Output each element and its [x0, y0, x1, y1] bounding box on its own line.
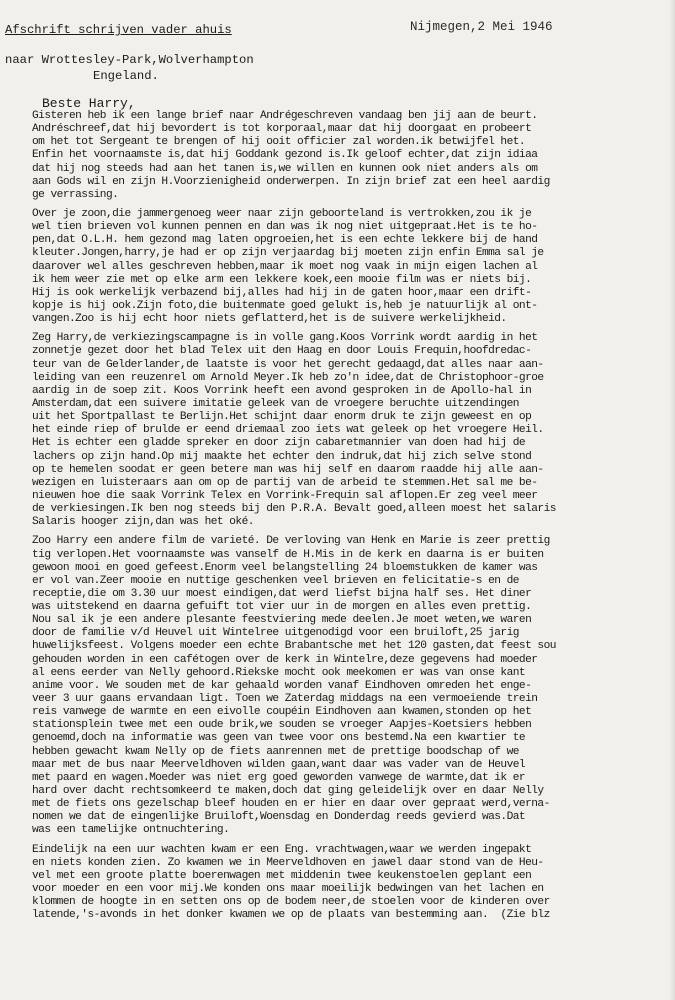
text-line: maar met de bus naar Meerveldhoven wilden gaan,want daar was vader van de Heuvel — [32, 758, 526, 771]
address-line-1: naar Wrottesley-Park,Wolverhampton — [5, 53, 254, 67]
text-line: met paard en wagen.Moeder was niet erg goed geworden vanwege de warmte,dat ik er — [32, 771, 526, 784]
text-line: het einde riep of brulde er eend driemaal zoo iets wat geleek op het vroegere Heil. — [32, 424, 544, 437]
text-line: gehouden worden in een cafétogen over de kerk in Wintelre,deze gegevens had moeder — [32, 653, 538, 666]
text-line: vangen.Zoo is hij echt hoor niets geflatterd,het is de suivere werkelijkheid. — [32, 313, 507, 326]
text-line: wel tien brieven vol kunnen pennen en dan was ik nog niet uitgepraat.Het is te ho- — [32, 221, 538, 234]
text-line: dat hij nog steeds had aan het tanen is,we willen en kunnen ook niet anders als om — [32, 162, 538, 175]
text-line: voor moeder en een voor mij.We konden ons maar moeilijk bedwingen van het lachen en — [32, 883, 544, 896]
text-line: kleuter.Jongen,harry,je had er op zijn verjaardag bij moeten zijn enfin Emma sal je — [32, 247, 544, 260]
text-line: Andréschreef,dat hij bevordert is tot korporaal,maar dat hij doorgaat en probeert — [32, 123, 532, 136]
text-line: klommen de hoogte in en setten ons op de bodem neer,de stoelen voor de kinderen over — [32, 896, 550, 909]
text-line: vel met een groote platte boerenwagen met middenin twee keukenstoelen geplant een — [32, 869, 532, 882]
paragraph — [32, 208, 672, 326]
page-edge-shadow — [669, 0, 675, 1000]
text-line: Hij is ook werkelijk verbazend bij,alles had hij in de gaten hoor,maar een drift- — [32, 286, 532, 299]
text-line: tig verlopen.Het voornaamste was vanself de H.Mis in de kerk en daarna is er buiten — [32, 548, 544, 561]
text-line: was een tamelijke ontnuchtering. — [32, 824, 230, 837]
letter-body — [32, 110, 672, 922]
text-line: Nou sal ik je een andere plesante feestviering mede deelen.Je moet weten,we waren — [32, 614, 532, 627]
text-line: er vol van.Zeer mooie en nuttige geschenken veel brieven en felicitatie-s en de — [32, 574, 519, 587]
text-line: genoemd,doch na informatie was geen van twee voor ons bestemd.Na een kwartier te — [32, 732, 526, 745]
text-line: Zeg Harry,de verkiezingscampagne is in volle gang.Koos Vorrink wordt aardig in het — [32, 332, 538, 345]
text-line: ik hem weer zie met op elke arm een lekkere koek,een mooie film was er niets bij. — [32, 273, 532, 286]
text-line: Gisteren heb ik een lange brief naar Andrégeschreven vandaag ben jij aan de beurt. — [32, 110, 538, 122]
text-line: door de familie v/d Heuvel uit Wintelree uitgenodigd voor een bruiloft,25 jarig — [32, 627, 519, 640]
paragraph — [32, 535, 672, 837]
address-line-2: Engeland. — [93, 69, 159, 83]
salutation: Beste Harry, — [42, 96, 136, 111]
text-line: aan Gods wil en zijn H.Voorzienigheid onderwerpen. In zijn brief zat een heel aardig — [32, 175, 550, 188]
text-line: om het tot Sergeant te brengen of hij ooit officier zal worden.ik betwijfel het. — [32, 136, 526, 149]
text-line: de verkiesingen.Ik ben nog steeds bij den P.R.A. Bevalt goed,alleen moest het salaris — [32, 503, 556, 516]
text-line: kopje is hij ook.Zijn foto,die buitenmate goed gelukt is,heb je natuurlijk al ont- — [32, 299, 538, 312]
text-line: aardig in de soep zit. Koos Vorrink heeft een avond gesproken in de Apollo-hal in — [32, 384, 532, 397]
text-line: Enfin het voornaamste is,dat hij Goddank gezond is.Ik geloof echter,dat zijn idiaa — [32, 149, 538, 162]
text-line: ge verrassing. — [32, 188, 119, 201]
text-line: zonnetje gezet door het blad Telex uit den Haag en door Louis Frequin,hoofdredac- — [32, 345, 532, 358]
text-line: hard over dacht rechtsomkeerd te maken,doch dat ging geleidelijk over en daar Nelly — [32, 785, 544, 798]
text-line: teur van de Gelderlander,de laatste is voor het gerecht gedaagd,dat alles naar aan- — [32, 358, 544, 371]
document-title — [5, 22, 232, 38]
text-line: uit het Sportpallast te Berlijn.Het schijnt daar enorm druk te zijn geweest en op — [32, 411, 532, 424]
paragraph — [32, 110, 672, 202]
text-line: hebben gewacht kwam Nelly op de fiets aanrennen met de prettige boodschap of we — [32, 745, 519, 758]
text-line: reis vanwege de warmte en een eivolle coupéin Eindhoven aan kwamen,stonden op het — [32, 706, 532, 719]
recipient-address — [5, 52, 254, 84]
text-line: met de fiets ons gezelschap bleef houden en er hier en daar over gepraat werd,verna- — [32, 798, 550, 811]
paragraph — [32, 844, 672, 923]
letter-date: Nijmegen,2 Mei 1946 — [410, 20, 553, 34]
text-line: huwelijksfeest. Volgens moeder een echte Brabantsche met het 120 gasten,dat feest sou — [32, 640, 556, 653]
text-line: al eens eerder van Nelly gehoord.Riekske mocht ook meekomen er was van onse kant — [32, 666, 526, 679]
text-line: latende,'s-avonds in het donker kwamen we op de plaats van bestemming aan. (Zie blz — [32, 909, 550, 922]
text-line: wezigen en luisteraars aan om op de partij van de arbeid te stemmen.Het sal me be- — [32, 476, 538, 489]
text-line: leiding van een reuzenrel om Arnold Meyer.Ik heb zo'n idee,dat de Christophoor-groe — [32, 371, 544, 384]
text-line: receptie,die om 3.30 uur moest eindigen,dat werd liefst bijna half ses. Het diner — [32, 587, 532, 600]
text-line: lachers op zijn hand.Op mij maakte het echter den indruk,dat hij zich selve stond — [32, 450, 532, 463]
title-text: Afschrift schrijven vader ahuis — [5, 23, 232, 37]
text-line: en niets konden zien. Zo kwamen we in Meerveldhoven en jawel daar stond van de Heu- — [32, 856, 544, 869]
text-line: gewoon mooi en goed gefeest.Enorm veel belangstelling 24 bloemstukken de kamer was — [32, 561, 538, 574]
text-line: Over je zoon,die jammergenoeg weer naar zijn geboorteland is vertrokken,zou ik je — [32, 207, 532, 220]
text-line: nieuwen hoe die saak Vorrink Telex en Vorrink-Frequin sal aflopen.Er zeg veel meer — [32, 489, 538, 502]
text-line: anime voor. We souden met de kar gehaald worden vanaf Eindhoven omreden het enge- — [32, 679, 532, 692]
text-line: was uitstekend en daarna gefuift tot vier uur in de morgen en alles even prettig. — [32, 601, 532, 614]
text-line: Zoo Harry een andere film de varieté. De verloving van Henk en Marie is zeer prettig — [32, 535, 550, 548]
text-line: Amsterdam,dat een suivere imitatie geleek van de vroegere beruchte uitzendingen — [32, 397, 519, 410]
text-line: Het is echter een gladde spreker en door zijn cabaretmannier van doen had hij de — [32, 437, 526, 450]
paragraph — [32, 332, 672, 529]
text-line: nomen we dat de eingenlijke Bruiloft,Woensdag en Donderdag reeds gevierd was.Dat — [32, 811, 526, 824]
text-line: op te hemelen soodat er geen betere man was hij self en daarom raadde hij alle aan- — [32, 463, 544, 476]
text-line: veer 3 uur gaans ervandaan ligt. Toen we Zaterdag middags na een vermoeiende trein — [32, 693, 538, 706]
text-line: pen,dat O.L.H. hem gezond mag laten opgroeien,het is een echte lekkere bij de hand — [32, 234, 538, 247]
text-line: daarover wel alles geschreven hebben,maar ik moet nog vaak in mijn eigen lachen al — [32, 260, 538, 273]
text-line: stationsplein twee met een oude brik,we souden se vroeger Aapjes-Koetsiers hebben — [32, 719, 532, 732]
text-line: Salaris hooger zijn,dan was het oké. — [32, 516, 254, 529]
text-line: Eindelijk na een uur wachten kwam er een Eng. vrachtwagen,waar we werden ingepakt — [32, 843, 532, 856]
